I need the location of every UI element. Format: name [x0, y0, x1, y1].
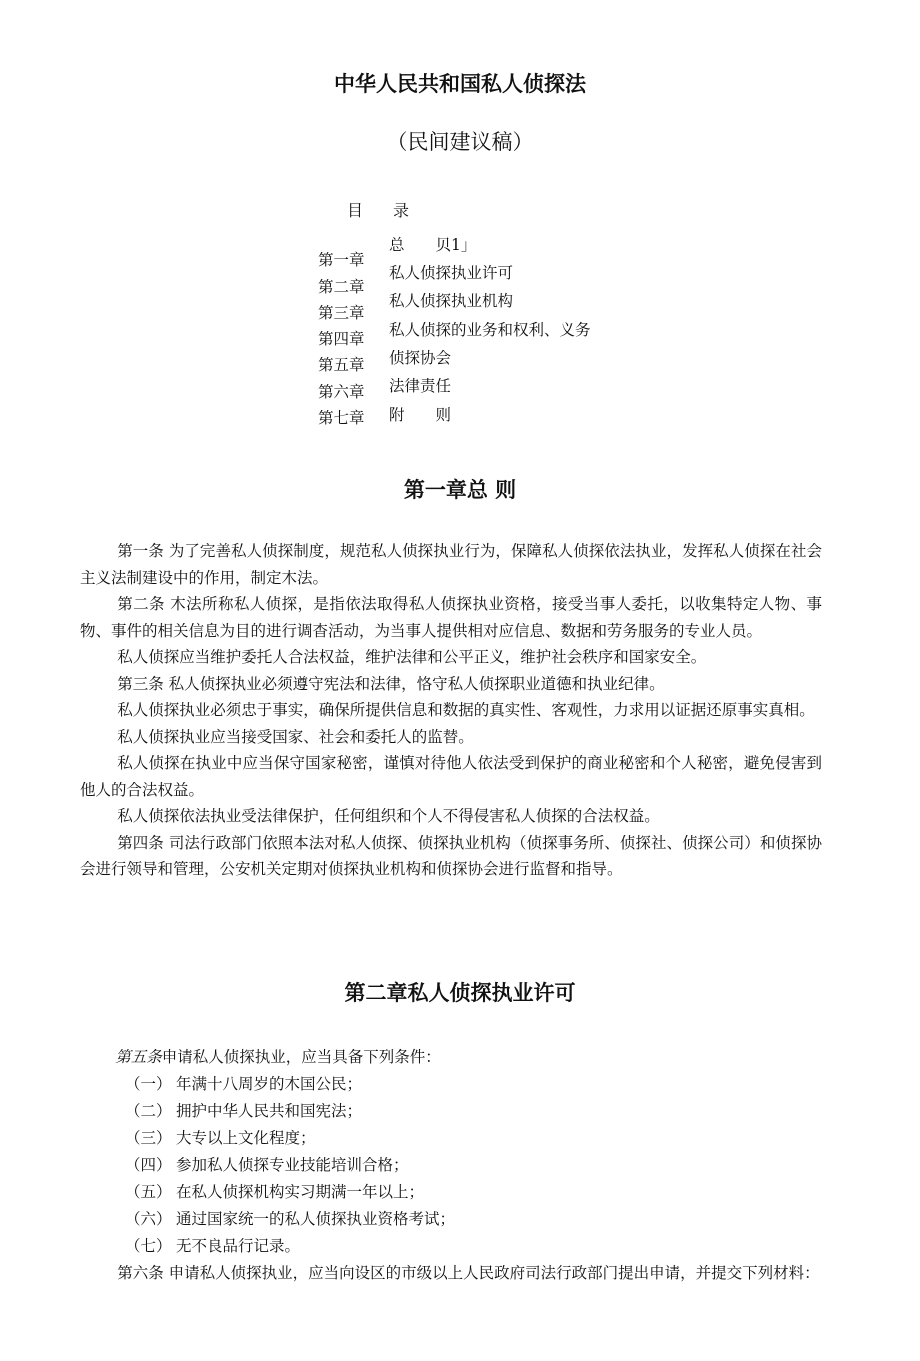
article5-text: 申请私人侦探执业，应当具备下列条件：	[161, 1048, 441, 1066]
paragraph: 第三条 私人侦探执业必须遵守宪法和法律，恪守私人侦探职业道德和执业纪律。	[117, 674, 665, 693]
condition-number: （二）	[125, 1102, 172, 1120]
condition-item	[80, 1098, 822, 1125]
toc-entry-label: 第二章	[318, 278, 365, 296]
article5-label: 第五条	[115, 1048, 162, 1066]
chapter2-heading: 第二章私人侦探执业许可	[344, 981, 576, 1005]
toc-entry-title: 附 则	[389, 406, 452, 424]
toc-heading	[347, 198, 439, 221]
toc-entry-title: 私人侦探执业许可	[389, 264, 514, 282]
condition-item	[80, 1179, 822, 1206]
chapter1-body	[80, 538, 822, 883]
paragraph: 第二条 木法所称私人侦探，是指依法取得私人侦探执业资格，接受当事人委托，以收集特定人物、事物、事件的相关信息为目的进行调杳活动，为当事人提供相对应信息、数据和劳务服务的专业人员。	[80, 595, 822, 640]
toc-entry-title: 总 贝1」	[389, 236, 477, 254]
toc-entry-title: 法律责任	[389, 377, 452, 395]
condition-number: （一）	[125, 1075, 172, 1093]
toc-entry-label: 第六章	[318, 383, 365, 401]
paragraph: 私人侦探在执业中应当保守国家秘密，谨慎对待他人依法受到保护的商业秘密和个人秘密，避免侵害到他人的合法权益。	[80, 754, 822, 799]
toc-entry-label: 第四章	[318, 330, 365, 348]
toc-entry-title: 侦探协会	[389, 349, 452, 367]
toc-entry-title: 私人侦探的业务和权利、义务	[389, 321, 591, 339]
condition-text: 拥护中华人民共和国宪法；	[176, 1102, 363, 1120]
toc-heading-char: 目	[347, 201, 364, 220]
toc-entry-label: 第五章	[318, 356, 365, 374]
paragraph: 私人侦探依法执业受法律保护，任何组织和个人不得侵害私人侦探的合法权益。	[117, 807, 660, 825]
condition-text: 在私人侦探机构实习期满一年以上；	[176, 1183, 425, 1201]
condition-text: 无不良品行记录。	[176, 1237, 301, 1255]
toc-heading-char: 录	[393, 201, 410, 220]
paragraph: 私人侦探执业应当接受国家、社会和委托人的监替。	[117, 727, 474, 746]
condition-number: （七）	[125, 1237, 172, 1255]
condition-number: （五）	[125, 1183, 172, 1201]
condition-item	[80, 1233, 822, 1260]
condition-number: （三）	[125, 1129, 172, 1147]
condition-text: 大专以上文化程度；	[176, 1129, 316, 1147]
document-subtitle: （民间建议稿）	[386, 130, 534, 154]
condition-number: （六）	[125, 1210, 172, 1228]
condition-item	[80, 1152, 822, 1179]
condition-item	[80, 1125, 822, 1152]
condition-item	[80, 1206, 822, 1233]
toc-entry-label: 第三章	[318, 304, 365, 322]
condition-item	[80, 1071, 822, 1098]
paragraph: 第四条 司法行政部门依照本法对私人侦探、侦探执业机构（侦探事务所、侦探社、侦探公司）和侦探协会进行领导和管理，公安机关定期对侦探执业机构和侦探协会进行监督和指导。	[80, 833, 822, 878]
article6: 第六条 申请私人侦探执业，应当向设区的市级以上人民政府司法行政部门提出申请，并提交下列材料：	[117, 1264, 820, 1282]
condition-text: 年满十八周岁的木国公民；	[176, 1075, 363, 1093]
article5	[78, 1044, 822, 1071]
document-title: 中华人民共和国私人侦探法	[334, 72, 586, 96]
paragraph: 私人侦探应当维护委托人合法权益，维护法律和公平正义，维护社会秩序和国家安全。	[117, 648, 707, 666]
toc-entry-label: 第七章	[318, 409, 365, 427]
toc-entry-title: 私人侦探执业机构	[389, 292, 514, 310]
paragraph: 第一条 为了完善私人侦探制度，规范私人侦探执业行为，保障私人侦探依法执业，发挥私人侦探在社会主义法制建设中的作用，制定木法。	[80, 542, 822, 587]
chapter1-heading: 第一章总 则	[403, 478, 517, 502]
condition-text: 通过国家统一的私人侦探执业资格考试；	[176, 1210, 456, 1228]
condition-number: （四）	[125, 1156, 172, 1174]
paragraph: 私人侦探执业必须忠于事实，确保所提供信息和数据的真实性、客观性，力求用以证据还原事实真相。	[117, 701, 815, 719]
chapter2-body	[80, 1044, 822, 1287]
condition-text: 参加私人侦探专业技能培训合格；	[176, 1156, 409, 1174]
toc-entry-label: 第一章	[318, 251, 365, 269]
